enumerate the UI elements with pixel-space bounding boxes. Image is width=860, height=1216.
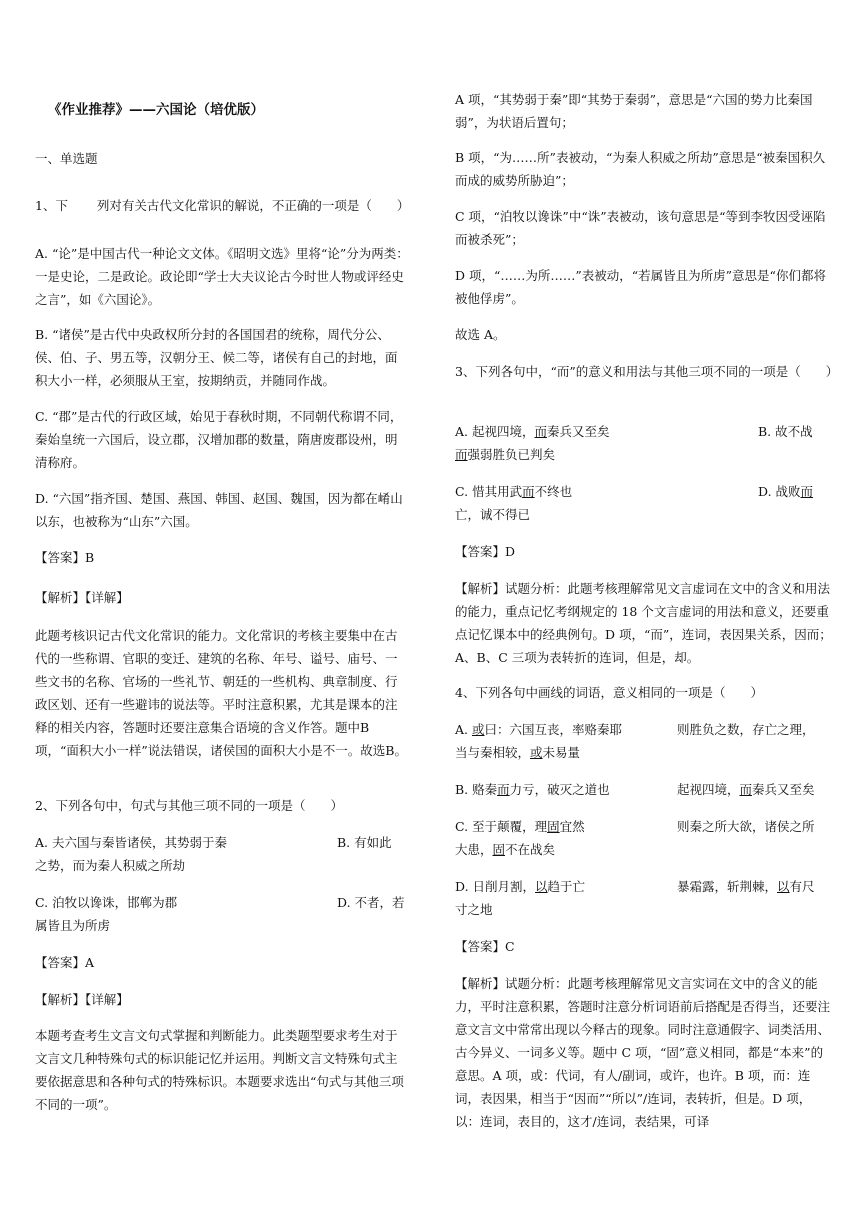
document-title: 《作业推荐》——六国论（培优版） [48, 102, 264, 118]
q1-answer: 【答案】B [35, 550, 95, 565]
q4-option-b: B. 赂秦而力亏，破灭之道也 [455, 782, 610, 797]
q2-conclusion: 故选 A。 [455, 327, 506, 342]
q2-option-d: D. 不者，若 [337, 895, 405, 910]
q2-exp-d: D 项，“……为所……”表被动，“若属皆且为所虏”意思是“你们都将被他俘虏”。 [455, 268, 826, 306]
q2-analysis: 本题考查考生文言文句式掌握和判断能力。此类题型要求考生对于文言文几种特殊句式的标识能记忆并运用。判断文言文特殊句式主要依据意思和各种句式的特殊标识。本题要求选出“句式与其他三项不同的一项”。 [35, 1028, 404, 1112]
q4-option-c-right: 则秦之所大欲，诸侯之所 [677, 819, 815, 834]
q4-option-d-cont: 寸之地 [455, 902, 493, 917]
q1-analysis-label: 【解析】【详解】 [35, 590, 129, 605]
q3-option-a: A. 起视四境，而秦兵又至矣 [455, 424, 610, 439]
q4-option-a-cont: 当与秦相较，或未易量 [455, 745, 581, 760]
q3-answer: 【答案】D [455, 544, 516, 559]
q3-stem: 3、下列各句中，“而”的意义和用法与其他三项不同的一项是（ ） [455, 364, 839, 379]
q3-option-c: C. 惜其用武而不终也 [455, 484, 573, 499]
q3-option-b: B. 故不战 [758, 424, 813, 439]
q4-option-c: C. 至于颠覆，理固宜然 [455, 819, 585, 834]
q1-option-a: A. “论”是中国古代一种论文文体。《昭明文选》里将“论”分为两类：一是史论，二是政论。政论即“学士大夫议论古今时世人物或评经史之言”，如《六国论》。 [35, 246, 409, 307]
q1-option-b: B. “诸侯”是古代中央政权所分封的各国国君的统称，周代分公、侯、伯、子、男五等，汉朝分王、候二等，诸侯有自己的封地，面积大小一样，必须服从王室，按期纳贡，并随同作战。 [35, 327, 398, 388]
q2-option-a: A. 夫六国与秦皆诸侯，其势弱于秦 [35, 835, 227, 850]
q1-option-c: C. “郡”是古代的行政区域，始见于春秋时期，不同朝代称谓不同，秦始皇统一六国后，设立郡，汉增加郡的数量，隋唐废郡设州，明清称府。 [35, 409, 403, 470]
q2-exp-a: A 项，“其势弱于秦”即“其势于秦弱”，意思是“六国的势力比秦国弱”，为状语后置句； [455, 92, 813, 130]
q2-answer: 【答案】A [35, 955, 95, 970]
q4-option-b-right: 起视四境，而秦兵又至矣 [677, 782, 815, 797]
q4-option-d: D. 日削月割，以趋于亡 [455, 879, 586, 894]
section-heading: 一、单选题 [35, 151, 98, 166]
q2-option-c: C. 泊牧以谗诛，邯郸为郡 [35, 895, 178, 910]
q2-exp-b: B 项，“为……所”表被动，“为秦人积威之所劫”意思是“被秦国积久而成的威势所胁迫”； [455, 150, 826, 188]
q3-option-d-cont: 亡，诚不得已 [455, 507, 531, 522]
q2-option-b: B. 有如此 [337, 835, 392, 850]
q2-stem: 2、下列各句中，句式与其他三项不同的一项是（ ） [35, 798, 343, 813]
q3-option-d: D. 战败而 [758, 484, 814, 499]
q4-option-c-cont: 大患，固不在战矣 [455, 842, 556, 857]
q1-analysis: 此题考核识记古代文化常识的能力。文化常识的考核主要集中在古代的一些称谓、官职的变迁、建筑的名称、年号、谥号、庙号、一些文书的名称、官场的一些礼节、朝廷的一些机构、典章制度、行政区划、还有一些避讳的说法等。平时注意积累，尤其是课本的注释的相关内容，答题时还要注意集合语境的含义作答。题中B项，“面积大小一样”说法错误，诸侯国的面积大小是不一。故选B。 [35, 628, 407, 758]
q1-stem: 1、下 列对有关古代文化常识的解说，不正确的一项是（ ） [35, 198, 410, 213]
q2-analysis-label: 【解析】【详解】 [35, 992, 129, 1007]
q2-option-b-cont: 之势，而为秦人积威之所劫 [35, 858, 186, 873]
q4-answer: 【答案】C [455, 939, 515, 954]
q4-option-a-right: 则胜负之数，存亡之理， [677, 722, 815, 737]
q4-option-a: A. 或曰：六国互丧，率赂秦耶 [455, 722, 623, 737]
q3-option-b-cont: 而强弱胜负已判矣 [455, 447, 556, 462]
q2-exp-c: C 项，“泊牧以谗诛”中“诛”表被动，该句意思是“等到李牧因受诬陷而被杀死”； [455, 209, 826, 247]
q4-analysis: 【解析】试题分析：此题考核理解常见文言实词在文中的含义的能力，平时注意积累，答题时注意分析词语前后搭配是否得当，还要注意文言文中常常出现以今释古的现象。同时注意通假字、词类活用、古今异义、一词多义等。题中 C 项，“固”意义相同，都是“本来”的意思。A 项，或：代词，有人/副词，或许，也许。B 项，而：连词，表因果，相当于“因而”“所以”/连词，表转折，但是。D 项，以：连词，表目的，这才/连词，表结果，可译 [455, 976, 831, 1129]
q4-option-d-right: 暴霜露，斩荆棘，以有尺 [677, 879, 815, 894]
q2-option-d-cont: 属皆且为所虏 [35, 918, 111, 933]
q1-option-d: D. “六国”指齐国、楚国、燕国、韩国、赵国、魏国，因为都在崤山以东，也被称为“山东”六国。 [35, 491, 403, 529]
q4-stem: 4、下列各句中画线的词语，意义相同的一项是（ ） [455, 685, 763, 700]
q3-analysis: 【解析】试题分析：此题考核理解常见文言虚词在文中的含义和用法的能力，重点记忆考纲规定的 18 个文言虚词的用法和意义，还要重点记忆课本中的经典例句。D 项，“而”，连词，表因果关系，因而；A、B、C 三项为表转折的连词，但是，却。 [455, 581, 832, 665]
